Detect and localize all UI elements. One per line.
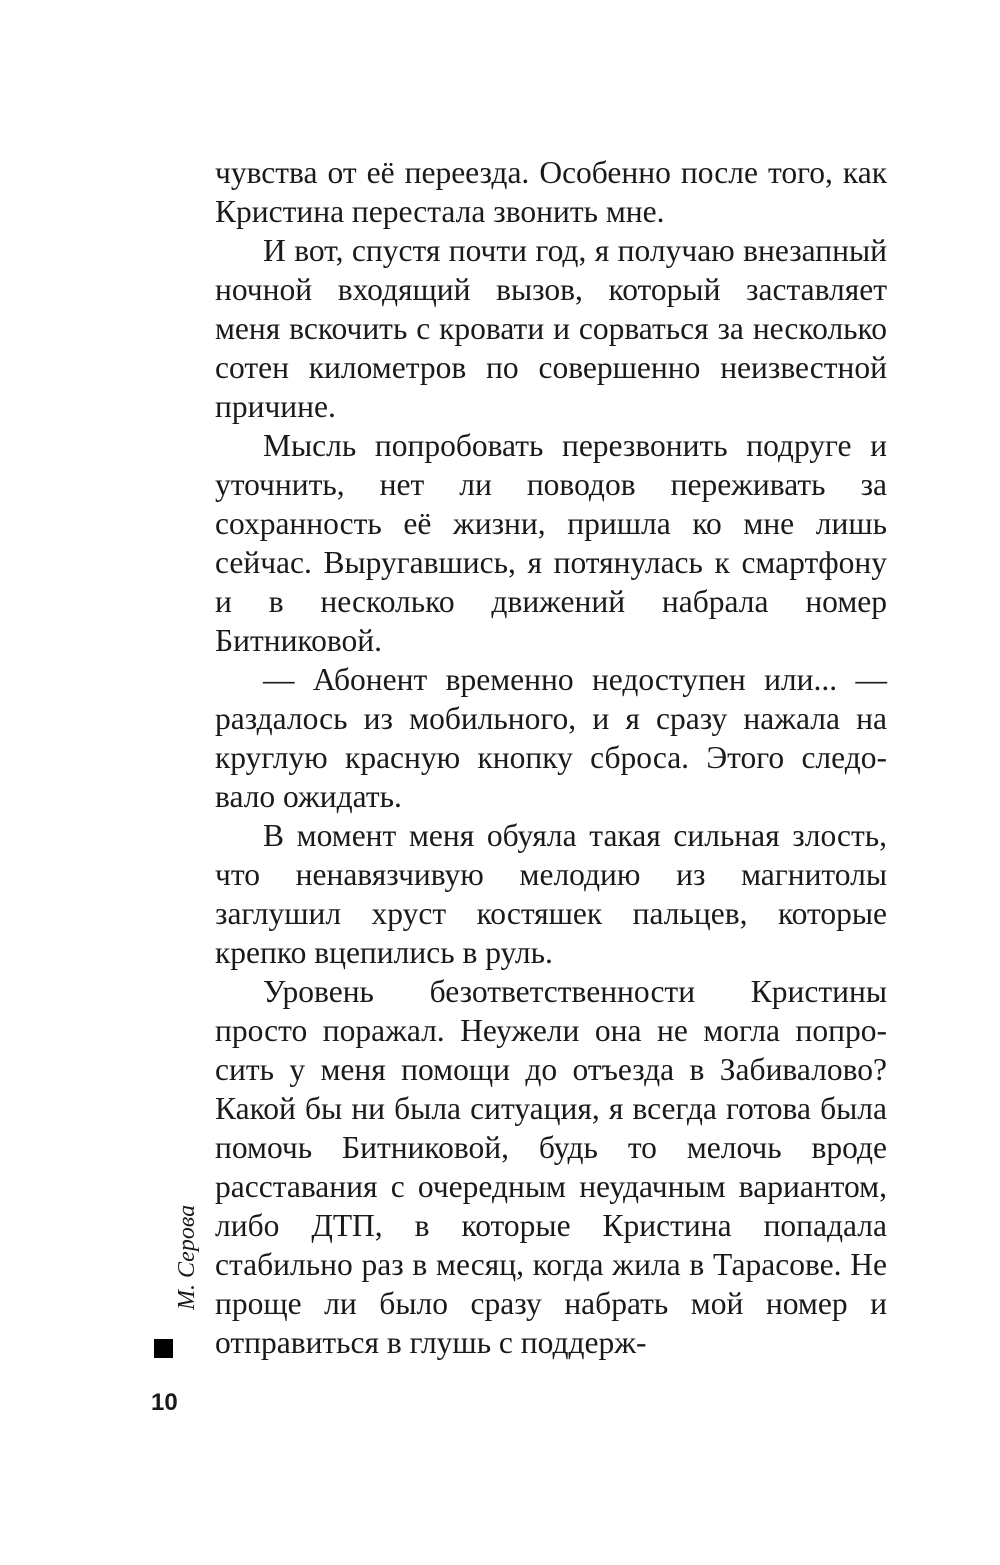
square-marker-icon [154, 1339, 173, 1358]
dialogue-paragraph: — Абонент временно недоступен или... — раздалось из мобильного, и я сразу нажала на круглую красную кнопку сброса. Этого следовало ожидать. [215, 662, 887, 814]
paragraph: И вот, спустя почти год, я получаю внезапный ночной входящий вызов, который заставляет меня вскочить с кровати и сорваться за несколько сотен километров по совершенно неизвестной причине. [215, 233, 887, 424]
paragraph: В момент меня обуяла такая сильная злость, что ненавязчивую мелодию из магнитолы заглушил хруст костяшек пальцев, которые крепко вцепились в руль. [215, 818, 887, 970]
paragraph: Уровень безответственности Кристины просто поражал. Неужели она не могла попросить у меня помощи до отъезда в Забивалово? Какой бы ни была ситуация, я всегда готова была помочь Битниковой, будь то мелочь вроде расставания с очередным неудачным вариантом, либо ДТП, в которые Кристина попадала стабильно раз в месяц, когда жила в Тарасове. Не проще ли было сразу набрать мой номер и отправиться в глушь с поддерж- [215, 974, 887, 1360]
running-head-author: М. Серова [174, 1204, 200, 1310]
paragraph-continued: чувства от её переезда. Особенно после того, как Кристина перестала звонить мне. [215, 155, 887, 229]
paragraph: Мысль попробовать перезвонить подруге и уточнить, нет ли поводов переживать за сохранность её жизни, пришла ко мне лишь сейчас. Выругавшись, я потянулась к смартфону и в несколько движений набрала номер Битниковой. [215, 428, 887, 658]
body-text [215, 153, 887, 1362]
page-number: 10 [151, 1389, 178, 1416]
